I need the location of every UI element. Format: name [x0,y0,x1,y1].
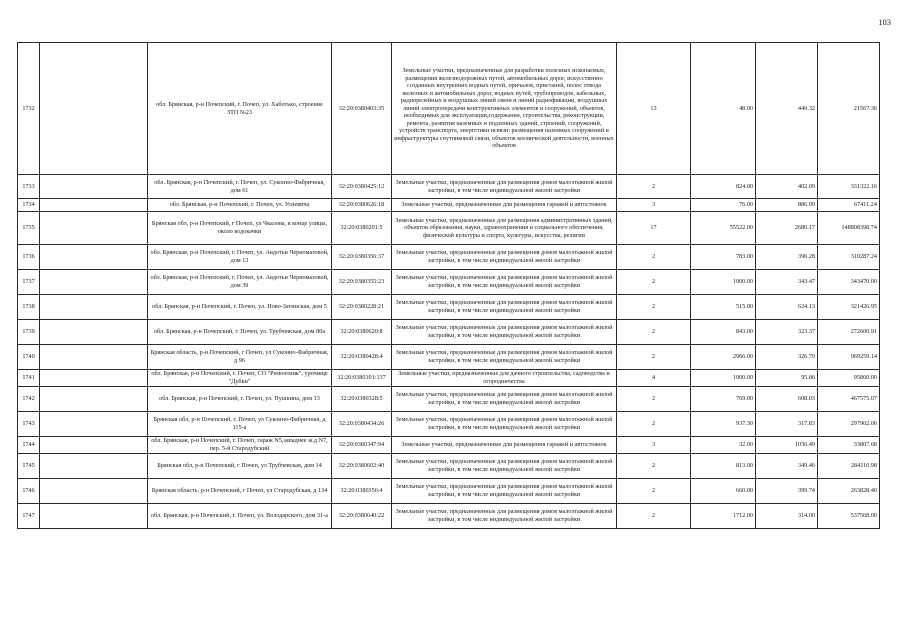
cell-cadastral-number: 32:20:0380602:40 [332,454,392,479]
cell-group-code: 2 [617,245,691,270]
cell-area: 813.00 [691,454,756,479]
cell-land-use: Земельные участки, предназначенные для размещения домов малоэтажной жилой застройки, в том числе индивидуальной жилой застройки [392,295,617,320]
cell-address: обл. Брянская, р-н Почепский, г. Почеп, ул. Усиевича [148,199,332,212]
cell-cadastral-number: 32:20:0380428:4 [332,345,392,370]
cell-address: Брянская обл, р-н Почепский, г Почеп, ул Трубчевская, дом 14 [148,454,332,479]
table-row [18,245,880,270]
cell-specific-value: 624.13 [756,295,818,320]
cell-address: обл. Брянская, р-н Почепский, г. Почеп, ул. Авдотьи Черномазовой, дом 13 [148,245,332,270]
cell-row-number: 1737 [18,270,40,295]
cell-group-code: 17 [617,212,691,245]
cell-row-number: 1746 [18,479,40,504]
table-row [18,479,880,504]
cell-cadastral-cost: 148808398.74 [818,212,880,245]
table-row [18,295,880,320]
cell-cadastral-cost: 467575.07 [818,387,880,412]
table-row [18,387,880,412]
cell-specific-value: 608.03 [756,387,818,412]
cell-specific-value: 1056.49 [756,437,818,454]
cell-cadastral-number: 32:20:0380328:5 [332,387,392,412]
cell-area: 1000.00 [691,370,756,387]
cell-cadastral-cost: 297902.06 [818,412,880,437]
cell-specific-value: 399.74 [756,479,818,504]
cell-group-code: 3 [617,437,691,454]
land-plots-table [17,42,880,529]
cell-area: 660.00 [691,479,756,504]
cell-land-use: Земельные участки, предназначенные для дачного строительства, садоводства и огородничества [392,370,617,387]
cell-cadastral-number: 32:20:0380434:26 [332,412,392,437]
cell-empty [40,345,148,370]
cell-cadastral-cost: 95860.00 [818,370,880,387]
cell-land-use: Земельные участки, предназначенные для размещения гаражей и автостоянок [392,437,617,454]
cell-land-use: Земельные участки, предназначенные для разработки полезных ископаемых, размещения железнодорожных путей, автомобильных дорог, искусственно созданных внутренних водных путей, причалов, пристаней, полос отвода железных и автомобильных дорог, водных путей, трубопроводов, кабельных, радиорелейных и воздушных линий связи и линий радиофикации, воздушных линий электропередачи конструктивных элементов и сооружений, объектов, необходимых для эксплуатации,содержания, строительства, реконструкции, ремонта, развития наземных и подземных зданий, строений, сооружений, устройств транспорта, энергетики исвязи; размещения наземных сооружений и инфраструктуры спутниковой связи, объектов космической деятельности, военных объектов [392,43,617,175]
cell-cadastral-number: 32:20:0380101:137 [332,370,392,387]
cell-cadastral-number: 32:20:0380626:18 [332,199,392,212]
cell-area: 55522.00 [691,212,756,245]
cell-land-use: Земельные участки, предназначенные для размещения гаражей и автостоянок [392,199,617,212]
cell-row-number: 1736 [18,245,40,270]
table-row [18,43,880,175]
cell-group-code: 3 [617,199,691,212]
table-row [18,412,880,437]
cell-address: обл. Брянская, р-н Почепский, г. Почеп, ул. Пушкина, дом 13 [148,387,332,412]
cell-land-use: Земельные участки, предназначенные для размещения домов малоэтажной жилой застройки, в том числе индивидуальной жилой застройки [392,479,617,504]
cell-row-number: 1745 [18,454,40,479]
cell-group-code: 2 [617,295,691,320]
cell-row-number: 1741 [18,370,40,387]
cell-specific-value: 886.99 [756,199,818,212]
cell-land-use: Земельные участки, предназначенные для размещения домов малоэтажной жилой застройки, в том числе индивидуальной жилой застройки [392,245,617,270]
cell-cadastral-number: 32:20:0380620:8 [332,320,392,345]
cell-specific-value: 314.00 [756,504,818,529]
cell-empty [40,245,148,270]
table-row [18,345,880,370]
cell-land-use: Земельные участки, предназначенные для размещения домов малоэтажной жилой застройки, в том числе индивидуальной жилой застройки [392,320,617,345]
table-row [18,370,880,387]
cell-empty [40,320,148,345]
cell-area: 1712.00 [691,504,756,529]
cell-cadastral-cost: 537568.00 [818,504,880,529]
cell-empty [40,479,148,504]
cell-cadastral-cost: 67411.24 [818,199,880,212]
cell-address: обл. Брянская, р-н Почепский, г. Почеп, ул. Володарского, дом 31-а [148,504,332,529]
cell-land-use: Земельные участки, предназначенные для размещения домов малоэтажной жилой застройки, в том числе индивидуальной жилой застройки [392,412,617,437]
cell-group-code: 2 [617,387,691,412]
cell-address: Брянская обл, р-н Почепский, г Почеп, ул Чкалова, в конце улицы, около водокачки [148,212,332,245]
cell-address: Брянская обл, р-н Почепский, г. Почеп, ул Суконно-Фабричная, д 115-а [148,412,332,437]
cell-group-code: 2 [617,175,691,199]
cell-row-number: 1747 [18,504,40,529]
cell-cadastral-cost: 969259.14 [818,345,880,370]
cell-cadastral-cost: 331322.16 [818,175,880,199]
table-row [18,212,880,245]
cell-row-number: 1734 [18,199,40,212]
cell-cadastral-number: 32:20:0380347:94 [332,437,392,454]
cell-cadastral-number: 32:20:0380355:23 [332,270,392,295]
cell-row-number: 1735 [18,212,40,245]
cell-group-code: 2 [617,345,691,370]
cell-specific-value: 343.47 [756,270,818,295]
cell-area: 48.00 [691,43,756,175]
cell-address: Брянская область, р-н Почепский, г Почеп, ул Стародубская, д 134 [148,479,332,504]
cell-cadastral-cost: 284110.98 [818,454,880,479]
cell-area: 515.00 [691,295,756,320]
cell-address: обл. Брянская, р-н Почепский, г. Почеп, ул. Трубчевская, дом 80а [148,320,332,345]
table-row [18,504,880,529]
cell-specific-value: 449.32 [756,43,818,175]
cell-empty [40,212,148,245]
cell-specific-value: 396.28 [756,245,818,270]
table-row [18,437,880,454]
cell-group-code: 2 [617,479,691,504]
cell-empty [40,387,148,412]
cell-specific-value: 95.86 [756,370,818,387]
cell-row-number: 1739 [18,320,40,345]
cell-address: обл. Брянская, р-н Почепский, г. Почеп, ул. Суконно-Фабричная, дом 61 [148,175,332,199]
cell-row-number: 1733 [18,175,40,199]
cell-empty [40,437,148,454]
cell-group-code: 13 [617,43,691,175]
cell-empty [40,412,148,437]
table-row [18,199,880,212]
table-row [18,175,880,199]
cell-empty [40,454,148,479]
cell-land-use: Земельные участки, предназначенные для размещения домов малоэтажной жилой застройки, в том числе индивидуальной жилой застройки [392,504,617,529]
cell-address: обл. Брянская, р-н Почепский, г. Почеп, СО "Ремонтник", урочище "Дубки" [148,370,332,387]
cell-area: 76.00 [691,199,756,212]
cell-cadastral-cost: 263828.40 [818,479,880,504]
cell-cadastral-number: 32:20:0380201:5 [332,212,392,245]
cell-land-use: Земельные участки, предназначенные для размещения домов малоэтажной жилой застройки, в том числе индивидуальной жилой застройки [392,270,617,295]
table-body [18,43,880,529]
cell-group-code: 2 [617,412,691,437]
cell-specific-value: 317.83 [756,412,818,437]
cell-address: обл. Брянская, р-н Почепский, г. Почеп, гараж N5,западнее ж.д.N7, пер. 5-й Стародубский [148,437,332,454]
cell-cadastral-number: 32:20:0380403:35 [332,43,392,175]
cell-specific-value: 2680.17 [756,212,818,245]
cell-group-code: 2 [617,320,691,345]
cell-land-use: Земельные участки, предназначенные для размещения домов малоэтажной жилой застройки, в том числе индивидуальной жилой застройки [392,345,617,370]
cell-row-number: 1740 [18,345,40,370]
cell-cadastral-cost: 272600.91 [818,320,880,345]
cell-row-number: 1732 [18,43,40,175]
cell-address: обл. Брянская, р-н Почепский, г. Почеп, ул. Ново-Затинская, дом 5 [148,295,332,320]
cell-area: 783.00 [691,245,756,270]
cell-empty [40,199,148,212]
cell-cadastral-number: 32:20:0380425:12 [332,175,392,199]
cell-address: Брянская область, р-н Почепский, г Почеп, ул Суконно-Фабричная, д 96 [148,345,332,370]
cell-row-number: 1744 [18,437,40,454]
cell-land-use: Земельные участки, предназначенные для размещения домов малоэтажной жилой застройки, в том числе индивидуальной жилой застройки [392,387,617,412]
cell-cadastral-number: 32:20:0380228:21 [332,295,392,320]
cell-cadastral-cost: 343470.00 [818,270,880,295]
cell-cadastral-number: 32:20:0380356:4 [332,479,392,504]
cell-empty [40,270,148,295]
cell-group-code: 2 [617,454,691,479]
cell-area: 769.00 [691,387,756,412]
page-number: 103 [878,17,891,27]
table-row [18,454,880,479]
cell-area: 32.00 [691,437,756,454]
cell-cadastral-cost: 33807.68 [818,437,880,454]
cell-land-use: Земельные участки, предназначенные для размещения домов малоэтажной жилой застройки, в том числе индивидуальной жилой застройки [392,454,617,479]
cell-area: 1000.00 [691,270,756,295]
cell-specific-value: 402.09 [756,175,818,199]
cell-land-use: Земельные участки, предназначенные для размещения административных зданий, объектов образования, науки, здравоохранения и социального обеспечения, физической культуры и спорта, культуры, искусства, религии [392,212,617,245]
cell-row-number: 1742 [18,387,40,412]
cell-empty [40,295,148,320]
cell-cadastral-number: 32:20:0380640:22 [332,504,392,529]
cell-area: 937.30 [691,412,756,437]
cell-area: 824.00 [691,175,756,199]
cell-land-use: Земельные участки, предназначенные для размещения домов малоэтажной жилой застройки, в том числе индивидуальной жилой застройки [392,175,617,199]
cell-area: 2966.00 [691,345,756,370]
cell-cadastral-cost: 21567.36 [818,43,880,175]
cell-cadastral-cost: 321426.95 [818,295,880,320]
cell-row-number: 1738 [18,295,40,320]
cell-specific-value: 323.37 [756,320,818,345]
cell-specific-value: 349.46 [756,454,818,479]
cell-empty [40,504,148,529]
cell-area: 843.00 [691,320,756,345]
cell-group-code: 2 [617,504,691,529]
cell-group-code: 4 [617,370,691,387]
cell-address: обл. Брянская, р-н Почепский, г. Почеп, ул. Авдотьи Черномазовой, дом 39 [148,270,332,295]
cell-cadastral-number: 32:20:0380356:37 [332,245,392,270]
cell-group-code: 2 [617,270,691,295]
cell-cadastral-cost: 310287.24 [818,245,880,270]
cell-empty [40,43,148,175]
cell-empty [40,175,148,199]
cell-address: обл. Брянская, р-н Почепский, г. Почеп, ул. Хаботько, строение ЗТП №23 [148,43,332,175]
cell-empty [40,370,148,387]
cell-row-number: 1743 [18,412,40,437]
table-row [18,320,880,345]
table-row [18,270,880,295]
cell-specific-value: 326.79 [756,345,818,370]
